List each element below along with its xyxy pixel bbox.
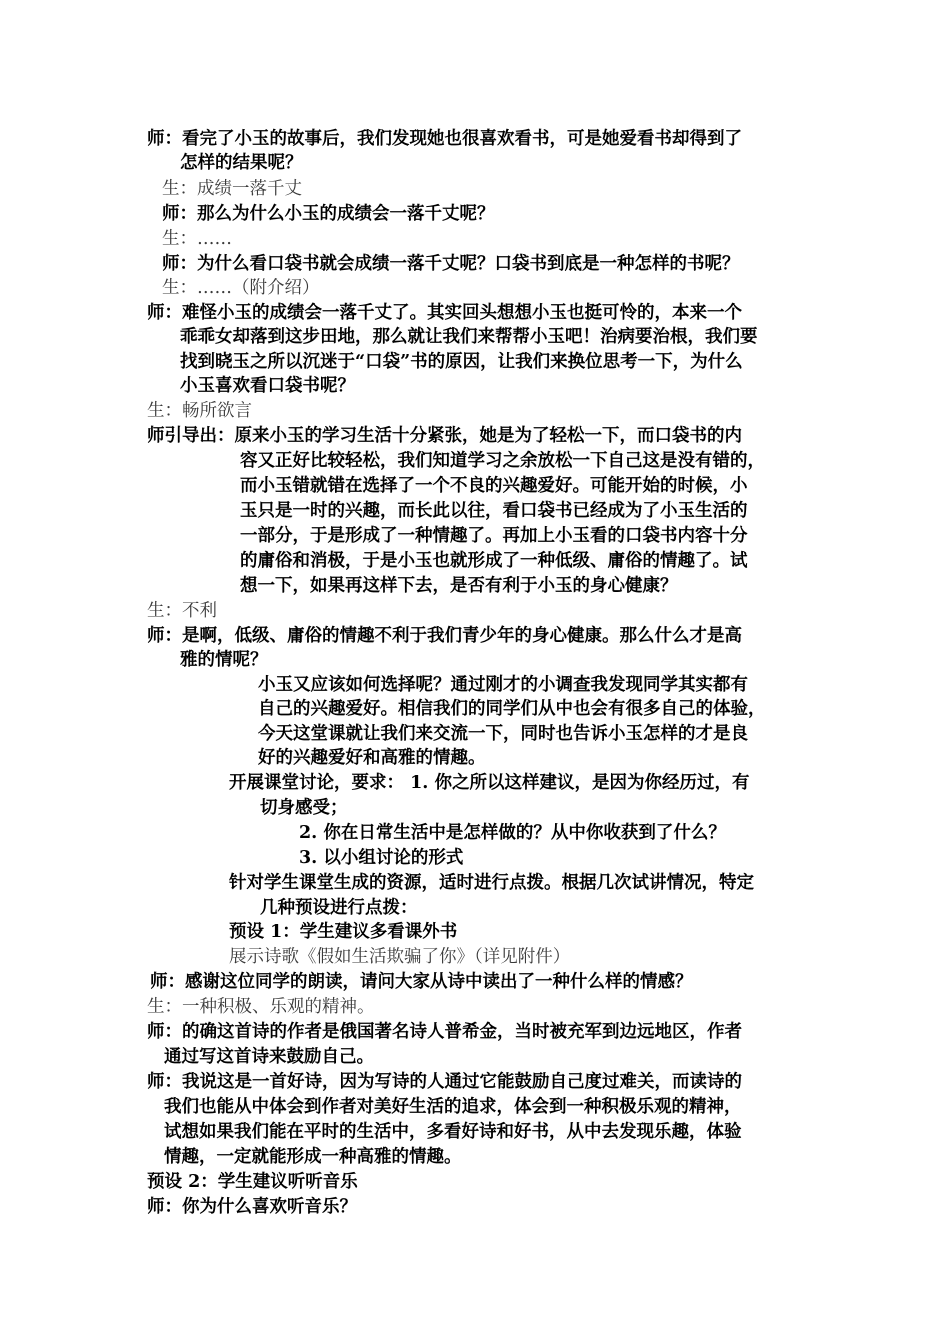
discussion-requirement-item: 3. 以小组讨论的形式 [299, 848, 464, 868]
teacher-guide-continued: 玉只是一时的兴趣，而长此以往，看口袋书已经成为了小玉生活的 [240, 501, 748, 521]
student-line: 生：成绩一落千丈 [162, 179, 302, 199]
teacher-guide-continued: 的庸俗和消极，于是小玉也就形成了一种低级、庸俗的情趣了。试 [240, 551, 748, 571]
teacher-line-continued: 试想如果我们能在平时的生活中，多看好诗和好书，从中去发现乐趣，体验 [164, 1122, 742, 1142]
teacher-paragraph: 好的兴趣爱好和高雅的情趣。 [258, 748, 486, 768]
teacher-guide-continued: 一部分，于是形成了一种情趣了。再加上小玉看的口袋书内容十分 [240, 526, 748, 546]
student-line: 生：…… [162, 229, 232, 249]
preset-heading: 预设 1：学生建议多看课外书 [229, 922, 458, 942]
student-line: 生：不利 [147, 601, 217, 621]
teacher-line-continued: 我们也能从中体会到作者对美好生活的追求，体会到一种积极乐观的精神， [164, 1097, 742, 1117]
teacher-guide-continued: 想一下，如果再这样下去，是否有利于小玉的身心健康？ [240, 576, 678, 596]
teacher-guide-continued: 容又正好比较轻松，我们知道学习之余放松一下自己这是没有错的， [240, 451, 765, 471]
teacher-line: 师：感谢这位同学的朗读，请问大家从诗中读出了一种什么样的情感？ [150, 972, 693, 992]
teacher-line-continued: 雅的情呢？ [180, 650, 268, 670]
teacher-line-continued: 乖乖女却落到这步田地，那么就让我们来帮帮小玉吧！治病要治根，我们要 [180, 327, 758, 347]
teacher-line-continued: 找到晓玉之所以沉迷于“口袋”书的原因，让我们来换位思考一下，为什么 [180, 352, 743, 372]
guidance-note: 针对学生课堂生成的资源，适时进行点拨。根据几次试讲情况，特定 [229, 873, 754, 893]
discussion-requirement-continued: 切身感受； [260, 798, 348, 818]
student-line: 生：……（附介绍） [162, 278, 320, 298]
teacher-line: 师：难怪小玉的成绩会一落千丈了。其实回头想想小玉也挺可怜的，本来一个 [147, 303, 742, 323]
teacher-guide-line: 师引导出：原来小玉的学习生活十分紧张，她是为了轻松一下，而口袋书的内 [147, 426, 742, 446]
guidance-note-continued: 几种预设进行点拨： [260, 898, 418, 918]
discussion-requirement-item: 2. 你在日常生活中是怎样做的？从中你收获到了什么？ [299, 823, 726, 843]
teacher-line: 师：是啊，低级、庸俗的情趣不利于我们青少年的身心健康。那么什么才是高 [147, 626, 742, 646]
teacher-paragraph: 自己的兴趣爱好。相信我们的同学们从中也会有很多自己的体验， [258, 699, 766, 719]
discussion-requirement: 开展课堂讨论，要求： 1. 你之所以这样建议，是因为你经历过，有 [229, 773, 750, 793]
teacher-guide-continued: 而小玉错就错在选择了一个不良的兴趣爱好。可能开始的时候，小 [240, 476, 748, 496]
preset-heading: 预设 2：学生建议听听音乐 [147, 1172, 358, 1192]
teacher-line: 师：你为什么喜欢听音乐？ [147, 1197, 357, 1217]
teacher-line: 师：我说这是一首好诗，因为写诗的人通过它能鼓励自己度过难关，而读诗的 [147, 1072, 742, 1092]
teacher-line: 师：那么为什么小玉的成绩会一落千丈呢？ [162, 204, 495, 224]
teacher-line: 师：为什么看口袋书就会成绩一落千丈呢？口袋书到底是一种怎样的书呢？ [162, 254, 740, 274]
poem-display-note: 展示诗歌《假如生活欺骗了你》（详见附件） [229, 947, 571, 967]
student-line: 生：畅所欲言 [147, 401, 252, 421]
teacher-line-continued: 通过写这首诗来鼓励自己。 [164, 1047, 374, 1067]
teacher-paragraph: 今天这堂课就让我们来交流一下，同时也告诉小玉怎样的才是良 [258, 724, 748, 744]
teacher-line-continued: 怎样的结果呢？ [180, 153, 303, 173]
student-line: 生：一种积极、乐观的精神。 [147, 997, 375, 1017]
teacher-line-continued: 情趣，一定就能形成一种高雅的情趣。 [164, 1147, 462, 1167]
teacher-line-continued: 小玉喜欢看口袋书呢？ [180, 376, 355, 396]
teacher-line: 师：的确这首诗的作者是俄国著名诗人普希金，当时被充军到边远地区，作者 [147, 1022, 742, 1042]
teacher-line: 师：看完了小玉的故事后，我们发现她也很喜欢看书，可是她爱看书却得到了 [147, 129, 742, 149]
teacher-paragraph: 小玉又应该如何选择呢？通过刚才的小调查我发现同学其实都有 [258, 675, 748, 695]
